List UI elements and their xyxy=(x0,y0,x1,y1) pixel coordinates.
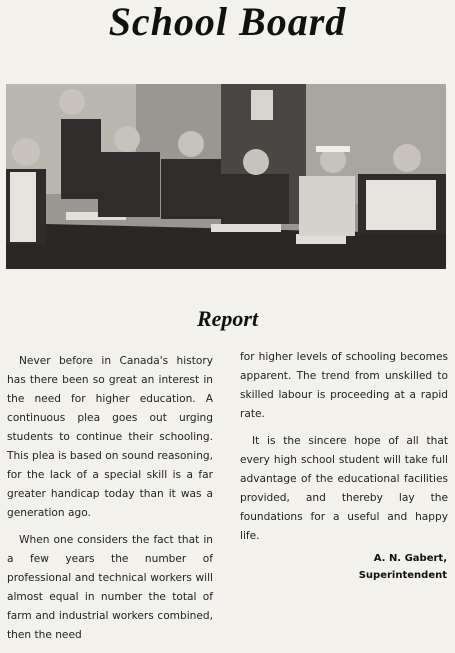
article-paragraph: It is the sincere hope of all that every high school student will take full advantage of the educational facilities provided, and thereby lay the foundations for a useful and happy life. xyxy=(240,435,448,542)
page-title: School Board xyxy=(108,0,347,44)
article-paragraph: Never before in Canada's history has there been so great an interest in the need for higher education. A continuous plea goes out urging students to continue their schooling. This plea is based on sound reasoning, for the lack of a special skill is a far greater handicap today than it was a generation ago. xyxy=(7,355,213,519)
article-right-column xyxy=(240,348,448,554)
article-left-column xyxy=(7,352,213,653)
article-paragraph: for higher levels of schooling becomes apparent. The trend from unskilled to skilled labour is proceeding at a rapid rate. xyxy=(240,351,448,420)
report-heading: Report xyxy=(196,306,259,331)
board-photo-illustration xyxy=(6,84,446,269)
board-photo xyxy=(6,84,446,269)
signature-role: Superintendent xyxy=(358,570,447,581)
article-paragraph: When one considers the fact that in a few years the number of professional and technical workers will almost equal in number the total of farm and industrial workers combined, then the need xyxy=(7,534,213,641)
signature-name: A. N. Gabert, xyxy=(373,553,447,564)
